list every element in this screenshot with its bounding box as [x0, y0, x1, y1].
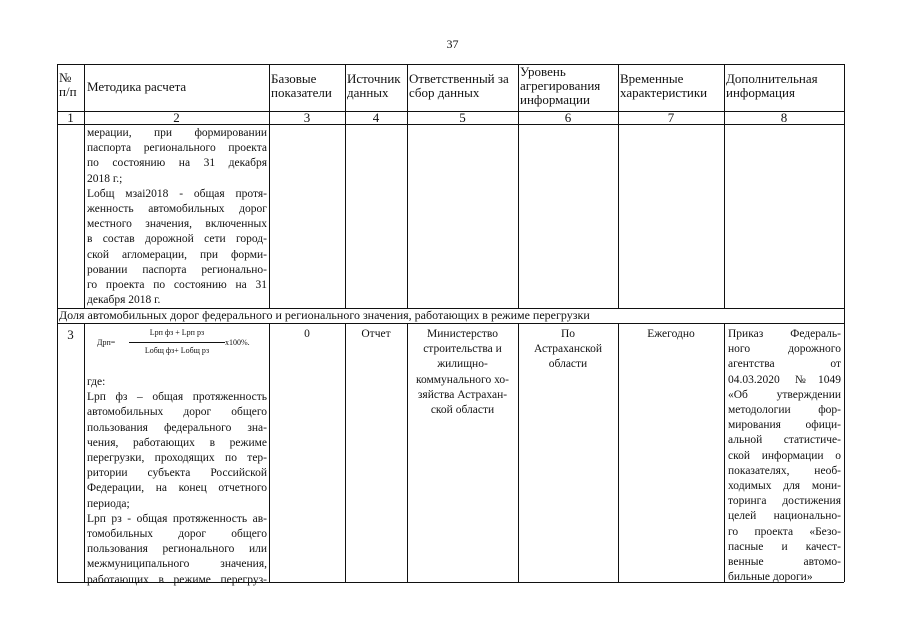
page-number: 37: [446, 37, 459, 51]
base-value: 0: [304, 328, 310, 340]
table-border-left: [57, 64, 58, 582]
formula-denominator: Lобщ фз+ Lобщ рз: [144, 346, 210, 355]
column-divider-3: [345, 64, 346, 308]
fraction-bar: [129, 342, 225, 343]
formula: [85, 326, 269, 374]
header-responsible: Ответственный за сбор данных: [409, 71, 509, 100]
column-divider-5: [518, 64, 519, 308]
aggregation-level: По Астраханской области: [533, 328, 602, 371]
responsible-body: Министерство строительства и жилищно- коммунального хо- зяйства Астрахан- ской области: [415, 328, 510, 417]
header-method: Методика расчета: [87, 79, 187, 94]
column-divider-7: [724, 64, 725, 308]
section-divider: [57, 323, 844, 324]
header-base-values: Базовые показатели: [271, 71, 332, 100]
header-aggregation-level: Уровень агрегирования информации: [520, 64, 601, 107]
section-title: Доля автомобильных дорог федерального и регионального значения, работающих в режиме перегрузки: [59, 308, 590, 322]
column-number-5: 5: [459, 110, 466, 125]
column-number-6: 6: [564, 110, 572, 125]
column-divider-2: [269, 64, 270, 308]
additional-info: Приказ Федераль- ного дорожного агентства от 04.03.2020 №1049 «Об утверждении методологии фор- мирования офици- альной статистиче- ской информации о показателях, необ- ходимых для мони- торинга достижения целей национально- го проекта «Безо- пасные и качест- венные автомо- бильные дороги»: [728, 328, 841, 584]
formula-lhs: Дрп=: [97, 338, 116, 347]
table-border-top: [57, 64, 844, 65]
header-time-characteristics: Временные характеристики: [620, 71, 708, 100]
table-border-right: [844, 64, 845, 582]
time-characteristics: Ежегодно: [647, 328, 695, 340]
column-divider-2b: [269, 323, 270, 582]
header-additional-info: Дополнительная информация: [726, 71, 818, 100]
column-divider-6: [618, 64, 619, 308]
column-divider-4: [407, 64, 408, 308]
row-number: 3: [67, 327, 74, 342]
column-number-3: 3: [303, 110, 311, 125]
column-number-1: 1: [67, 110, 74, 125]
formula-suffix: x100%.: [225, 338, 250, 347]
header-number: № п/п: [59, 70, 77, 99]
method-description: где: Lрп фз – общая протяженность автомобильных дорог общего пользования федерального зна- чения, работающих в режиме перегрузки, проходящих по тер- ритории субъекта Российской Федерации, на конец отчетного периода; Lрп рз - общая протяженность ав- томобильных дорог общего пользования регионального или межмуниципального значения, работающих в режиме перегруз-: [87, 376, 267, 586]
data-source: Отчет: [361, 328, 391, 340]
column-divider-3b: [345, 323, 346, 582]
column-number-8: 8: [780, 110, 788, 125]
column-number-4: 4: [372, 110, 380, 125]
header-data-source: Источник данных: [347, 71, 401, 100]
continuation-text: мерации, при формировании паспорта регионального проекта по состоянию на 31 декабря 2018 г.; Lобщ мзаi2018 - общая протя- женность автомобильных дорог местного значения, включенных в состав дорожной сети город- ской агломерации, при форми- ровании паспорта регионально- го проекта по состоянию на 31 декабря 2018 г.: [87, 127, 267, 307]
column-divider-7b: [724, 323, 725, 582]
formula-numerator: Lрп фз + Lрп рз: [149, 328, 205, 337]
column-number-7: 7: [667, 110, 675, 125]
column-divider-6b: [618, 323, 619, 582]
column-number-2: 2: [173, 110, 180, 125]
